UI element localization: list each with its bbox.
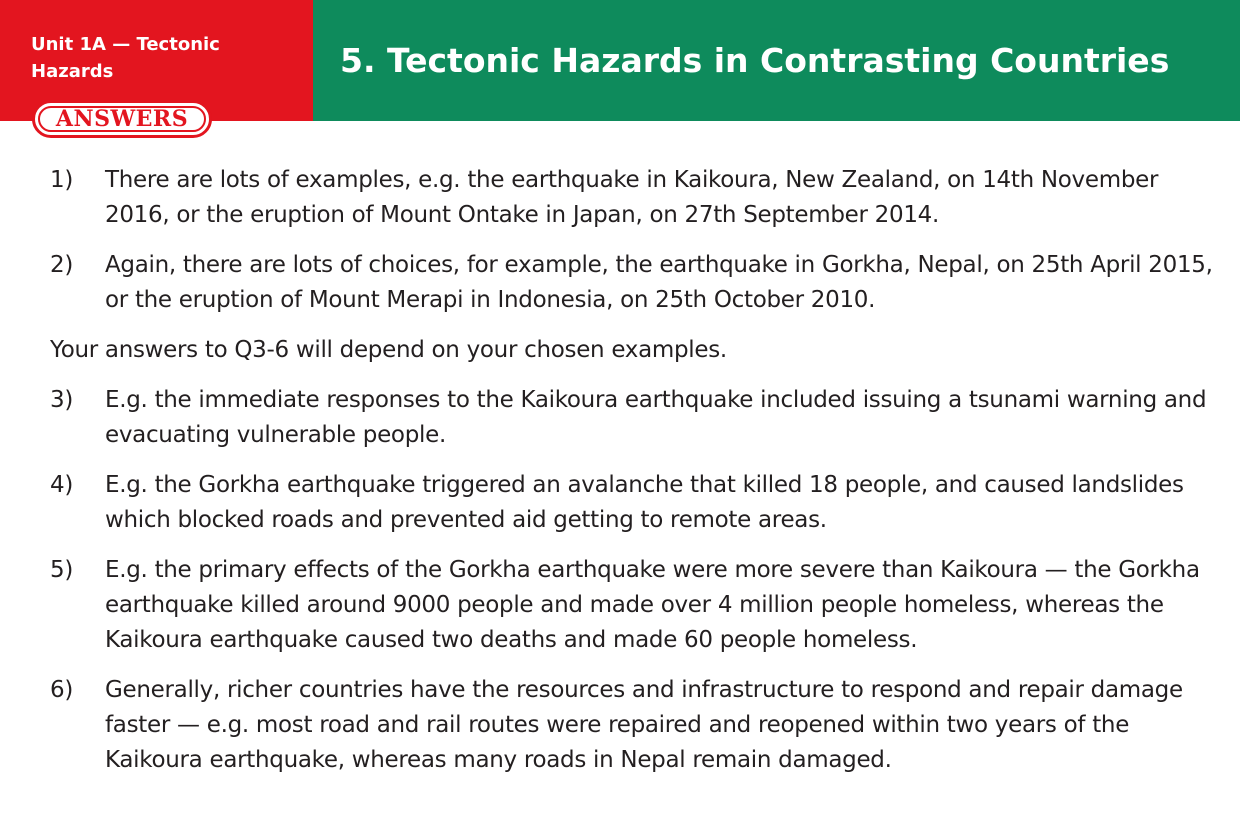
answer-text: Generally, richer countries have the resources and infrastructure to respond and repair damage faster — e.g. most road and rail routes were repaired and reopened within two years of the Kaikoura earthquake, whereas many roads in Nepal remain damaged. [105,677,1183,773]
answer-item-6 [50,673,1220,778]
answer-item-3 [50,383,1220,453]
unit-label: Unit 1A — Tectonic Hazards [31,34,220,82]
answer-text: E.g. the primary effects of the Gorkha earthquake were more severe than Kaikoura — the Gorkha earthquake killed around 9000 people and made over 4 million people homeless, whereas the Kaikoura earthquake caused two deaths and made 60 people homeless. [105,557,1200,653]
answer-number: 1) [50,167,74,193]
answer-item-4 [50,468,1220,538]
answer-number: 2) [50,252,74,278]
answers-badge-inner [38,106,206,132]
answer-text: E.g. the Gorkha earthquake triggered an avalanche that killed 18 people, and caused landslides which blocked roads and prevented aid getting to remote areas. [105,472,1184,533]
answer-item-1 [50,163,1220,233]
answer-text: E.g. the immediate responses to the Kaikoura earthquake included issuing a tsunami warning and evacuating vulnerable people. [105,387,1207,448]
examples-note: Your answers to Q3-6 will depend on your chosen examples. [50,337,727,363]
answer-number: 4) [50,472,74,498]
answers-badge-label: ANSWERS [55,106,189,132]
answer-text: Again, there are lots of choices, for example, the earthquake in Gorkha, Nepal, on 25th April 2015, or the eruption of Mount Merapi in Indonesia, on 25th October 2010. [105,252,1213,313]
answers-content [50,163,1220,793]
answer-number: 6) [50,677,74,703]
answer-item-2 [50,248,1220,318]
answer-number: 3) [50,387,74,413]
answer-item-5 [50,553,1220,658]
answer-text: There are lots of examples, e.g. the earthquake in Kaikoura, New Zealand, on 14th November 2016, or the eruption of Mount Ontake in Japan, on 27th September 2014. [105,167,1159,228]
page-title: 5. Tectonic Hazards in Contrasting Countries [340,41,1170,80]
answers-badge [32,100,212,138]
answer-number: 5) [50,557,74,583]
